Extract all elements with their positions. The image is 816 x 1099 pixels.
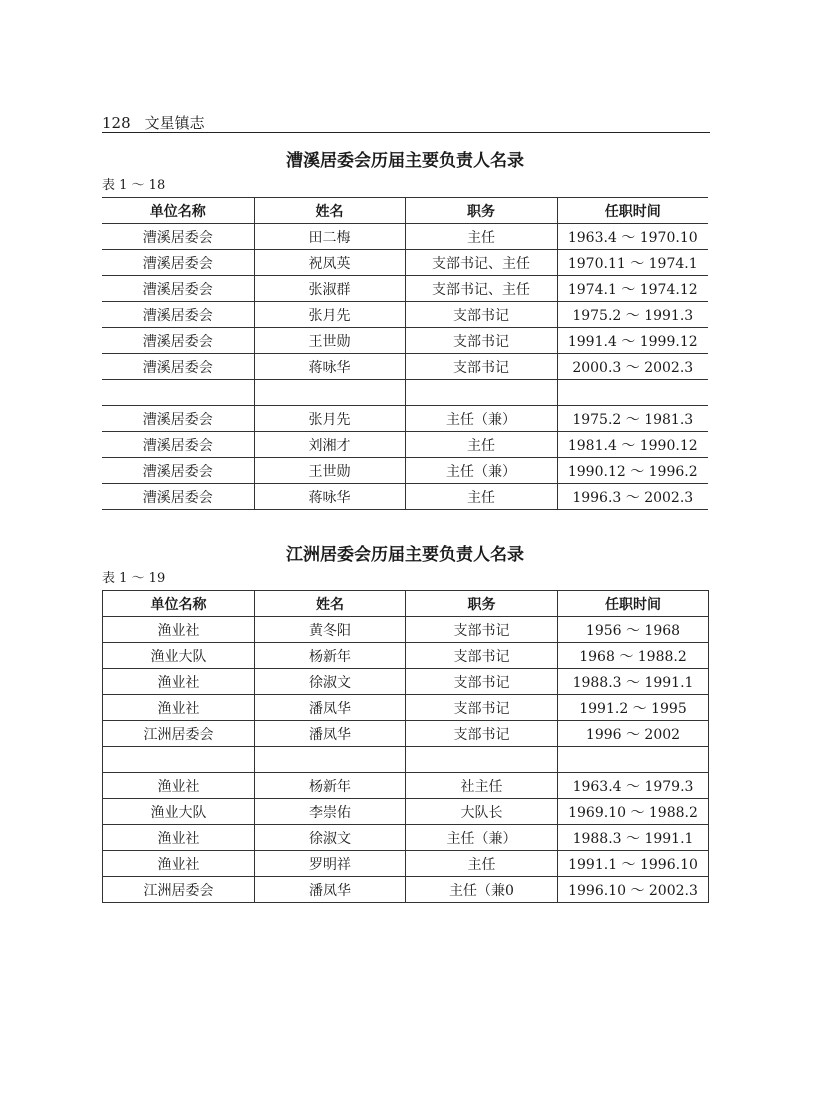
column-header: 任职时间 [558,591,709,617]
table-cell: 支部书记、主任 [405,250,557,276]
table-label: 表 1 ～ 19 [102,571,166,586]
table-cell: 张月先 [254,302,405,328]
column-header: 职务 [405,198,557,224]
table-cell: 1996.3 ～ 2002.3 [557,484,708,510]
table-cell: 李崇佑 [255,799,406,825]
table-cell: 徐淑文 [255,669,406,695]
table-cell: 渔业社 [103,825,255,851]
table-cell: 王世勋 [254,458,405,484]
table-cell [254,380,405,406]
table-row [102,484,708,510]
table-cell: 漕溪居委会 [102,302,254,328]
table-row [103,669,709,695]
table-cell: 黄冬阳 [255,617,406,643]
table-cell: 1990.12 ～ 1996.2 [557,458,708,484]
table-cell: 主任 [405,484,557,510]
table-row [103,721,709,747]
table-cell: 渔业社 [103,773,255,799]
table-cell: 漕溪居委会 [102,484,254,510]
table-cell: 1988.3 ～ 1991.1 [558,825,709,851]
table-row [102,458,708,484]
table-title: 漕溪居委会历届主要负责人名录 [286,151,524,171]
table-cell [405,380,557,406]
table-cell: 潘凤华 [255,877,406,903]
table-cell [103,747,255,773]
table-cell: 杨新年 [255,643,406,669]
table-cell [558,747,709,773]
table-title: 江洲居委会历届主要负责人名录 [286,545,524,565]
table-row [103,877,709,903]
table-cell: 漕溪居委会 [102,328,254,354]
table-cell: 1969.10 ～ 1988.2 [558,799,709,825]
column-header: 姓名 [254,198,405,224]
table-cell: 1970.11 ～ 1974.1 [557,250,708,276]
table-cell: 支部书记、主任 [405,276,557,302]
table-cell: 漕溪居委会 [102,432,254,458]
running-header [102,114,710,133]
table-row [102,250,708,276]
table-cell: 罗明祥 [255,851,406,877]
column-header: 任职时间 [557,198,708,224]
table-cell: 1963.4 ～ 1979.3 [558,773,709,799]
table-cell: 1963.4 ～ 1970.10 [557,224,708,250]
table-cell: 大队长 [406,799,558,825]
table-cell: 渔业社 [103,851,255,877]
table-cell: 支部书记 [406,669,558,695]
table-row [103,799,709,825]
table-cell [255,747,406,773]
table-cell: 支部书记 [406,617,558,643]
table-cell: 潘凤华 [255,721,406,747]
table-row [102,224,708,250]
table-cell: 徐淑文 [255,825,406,851]
table-row [102,406,708,432]
table-cell: 江洲居委会 [103,877,255,903]
table-row [103,851,709,877]
table-cell: 主任（兼） [405,406,557,432]
table-cell: 支部书记 [406,721,558,747]
table-cell: 漕溪居委会 [102,250,254,276]
table-cell: 漕溪居委会 [102,406,254,432]
table-cell: 张淑群 [254,276,405,302]
table-header-row [103,591,709,617]
table-cell: 1988.3 ～ 1991.1 [558,669,709,695]
table-row [103,617,709,643]
table-cell [406,747,558,773]
table-cell: 社主任 [406,773,558,799]
table-cell: 1968 ～ 1988.2 [558,643,709,669]
table-cell: 渔业大队 [103,799,255,825]
table-cell: 1975.2 ～ 1991.3 [557,302,708,328]
table-cell: 1996 ～ 2002 [558,721,709,747]
table-row [102,302,708,328]
table-cell [557,380,708,406]
table-cell: 2000.3 ～ 2002.3 [557,354,708,380]
table-cell: 1981.4 ～ 1990.12 [557,432,708,458]
table-row [103,643,709,669]
leaders-table-caoxi [102,197,708,510]
table-cell: 1956 ～ 1968 [558,617,709,643]
table-cell: 主任（兼） [406,825,558,851]
table-cell: 支部书记 [405,354,557,380]
table-row [102,380,708,406]
table-row [103,773,709,799]
table-cell: 主任 [406,851,558,877]
table-cell: 支部书记 [406,643,558,669]
table-cell: 1974.1 ～ 1974.12 [557,276,708,302]
table-cell: 渔业社 [103,669,255,695]
table-cell: 主任 [405,224,557,250]
table-row [103,695,709,721]
column-header: 单位名称 [103,591,255,617]
table-row [103,747,709,773]
table-cell [102,380,254,406]
table-cell: 主任 [405,432,557,458]
table-cell: 1996.10 ～ 2002.3 [558,877,709,903]
table-row [102,276,708,302]
leaders-table-jiangzhou [102,590,709,903]
book-title: 文星镇志 [144,114,205,132]
table-cell: 漕溪居委会 [102,458,254,484]
table-cell: 漕溪居委会 [102,276,254,302]
table-cell: 1991.1 ～ 1996.10 [558,851,709,877]
table-cell: 主任（兼0 [406,877,558,903]
table-cell: 江洲居委会 [103,721,255,747]
page-number: 128 [102,114,131,132]
table-cell: 杨新年 [255,773,406,799]
table-row [102,432,708,458]
table-cell: 漕溪居委会 [102,224,254,250]
table-cell: 1991.2 ～ 1995 [558,695,709,721]
table-cell: 潘凤华 [255,695,406,721]
table-row [102,354,708,380]
table-cell: 祝凤英 [254,250,405,276]
table-cell: 渔业大队 [103,643,255,669]
table-cell: 蒋咏华 [254,484,405,510]
table-cell: 刘湘才 [254,432,405,458]
table-cell: 王世勋 [254,328,405,354]
column-header: 姓名 [255,591,406,617]
table-cell: 支部书记 [405,328,557,354]
table-cell: 主任（兼） [405,458,557,484]
table-cell: 支部书记 [405,302,557,328]
table-row [103,825,709,851]
column-header: 单位名称 [102,198,254,224]
table-cell: 渔业社 [103,695,255,721]
table-header-row [102,198,708,224]
table-cell: 1975.2 ～ 1981.3 [557,406,708,432]
table-cell: 支部书记 [406,695,558,721]
table-row [102,328,708,354]
table-cell: 蒋咏华 [254,354,405,380]
table-cell: 田二梅 [254,224,405,250]
column-header: 职务 [406,591,558,617]
table-cell: 1991.4 ～ 1999.12 [557,328,708,354]
table-cell: 渔业社 [103,617,255,643]
table-label: 表 1 ～ 18 [102,178,166,193]
table-cell: 漕溪居委会 [102,354,254,380]
table-cell: 张月先 [254,406,405,432]
